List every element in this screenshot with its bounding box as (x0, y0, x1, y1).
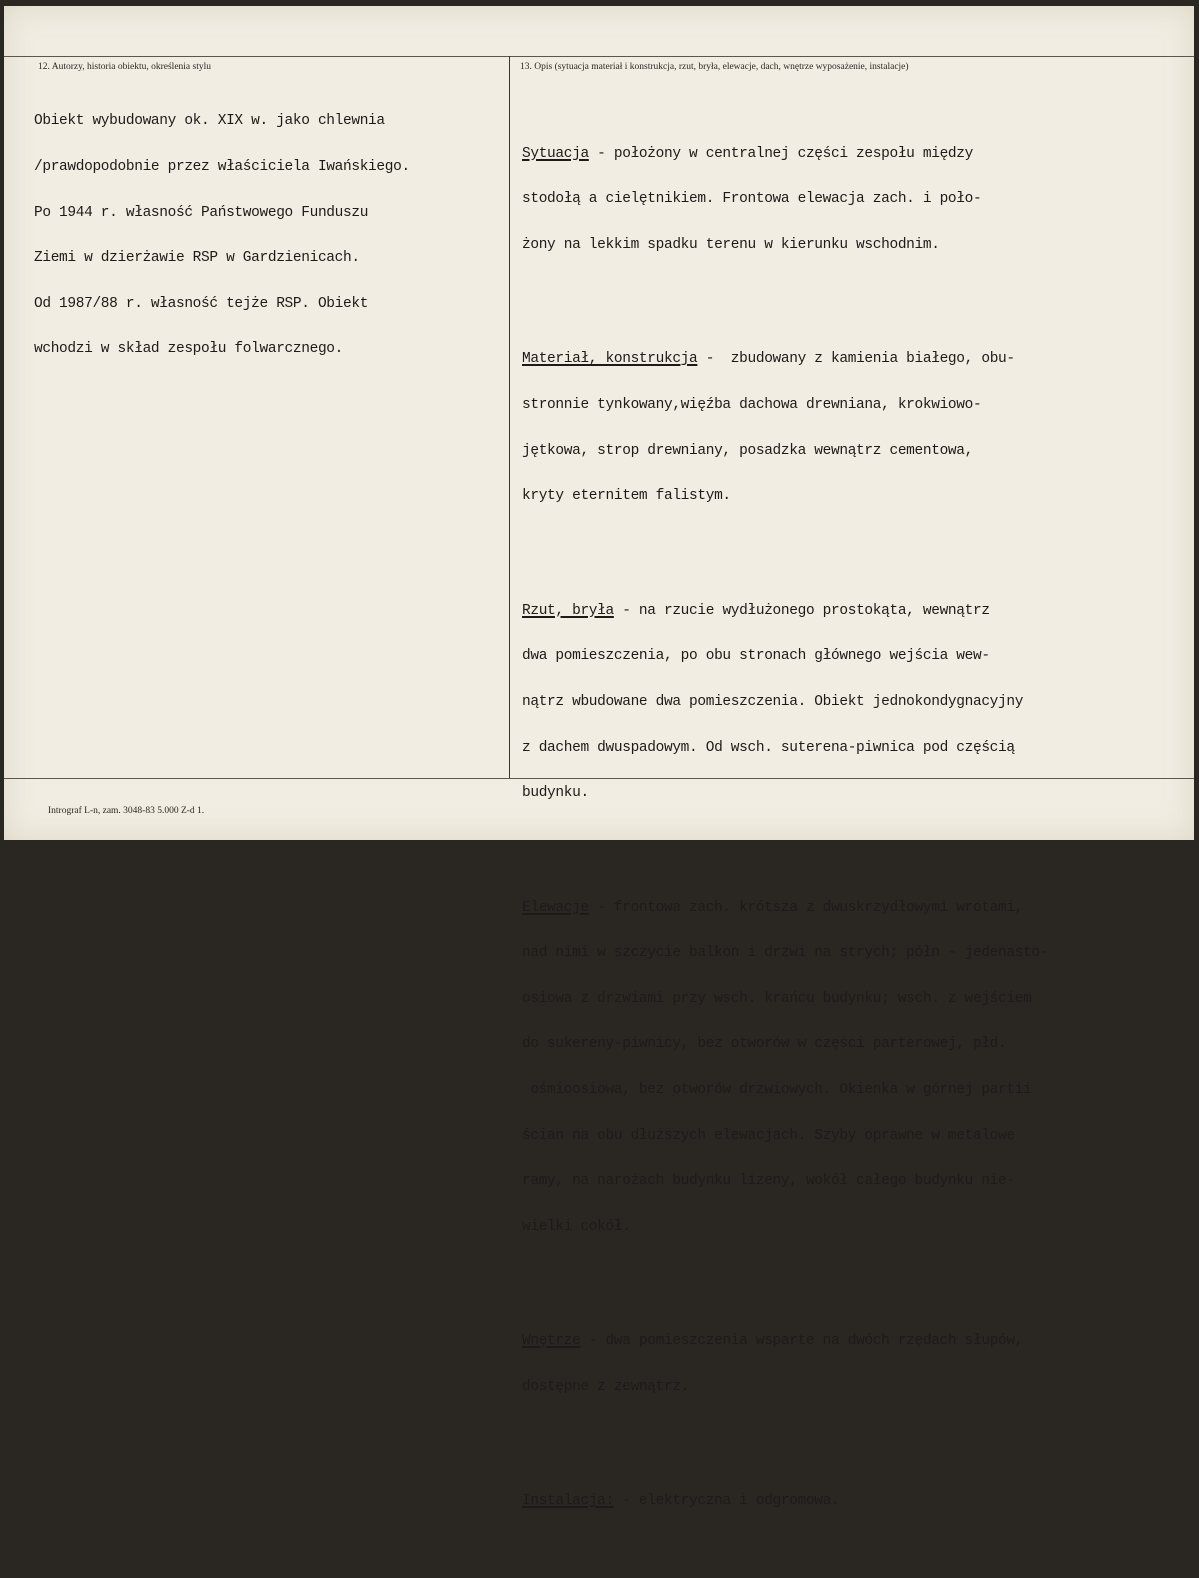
section-line: budynku. (522, 785, 589, 802)
section-line: z dachem dwuspadowym. Od wsch. suterena-piwnica pod częścią (522, 739, 1015, 756)
section-heading: Sytuacja (522, 145, 589, 162)
description-text (522, 86, 1048, 1578)
section-heading: Rzut, bryła (522, 602, 614, 619)
section-line: jętkowa, strop drewniany, posadzka wewnątrz cementowa, (522, 442, 973, 459)
history-line: Od 1987/88 r. własność tejże RSP. Obiekt (34, 295, 369, 312)
section-line: ośmioosiowa, bez otworów drzwiowych. Okienka w górnej partii (522, 1082, 1032, 1098)
section-line: - frontowa zach. krótsza z dwuskrzydłowymi wrotami, (588, 899, 1024, 916)
section-line: - położony w centralnej części zespołu między (588, 145, 973, 162)
section-line: nad nimi w szczycie balkon i drzwi na strych; półn - jedenasto- (522, 945, 1049, 962)
section-line: - dwa pomieszczenia wsparte na dwóch rzędach słupów, (580, 1333, 1024, 1350)
field-12-header: 12. Autorzy, historia obiektu, określenia stylu (38, 62, 211, 72)
section-line: dwa pomieszczenia, po obu stronach głównego wejścia wew- (522, 648, 990, 665)
section-line: wielki cokół. (522, 1218, 631, 1235)
section-line: - elektryczna i odgromowa. (613, 1493, 840, 1510)
column-divider (509, 56, 510, 778)
print-footer: Intrograf L-n, zam. 3048-83 5.000 Z-d 1. (48, 806, 205, 816)
section-heading: Instalacja: (522, 1493, 614, 1510)
document-sheet (4, 6, 1194, 1510)
history-line: Ziemi w dzierżawie RSP w Gardzienicach. (34, 250, 360, 267)
section-line: nątrz wbudowane dwa pomieszczenia. Obiekt jednokondygnacyjny (522, 693, 1024, 710)
section-line: osiowa z drzwiami przy wsch. krańcu budynku; wsch. z wejściem (522, 990, 1032, 1007)
section-situation (522, 116, 1048, 283)
section-line: dostępne z zewnątrz. (522, 1378, 690, 1395)
history-line: Obiekt wybudowany ok. XIX w. jako chlewnia (34, 113, 385, 130)
section-heading: Elewacje (522, 899, 589, 916)
section-line: - na rzucie wydłużonego prostokąta, wewnątrz (613, 602, 990, 619)
section-plan (522, 573, 1048, 831)
section-material (522, 322, 1048, 535)
section-line: stronnie tynkowany,więźba dachowa drewniana, krokwiowo- (522, 397, 982, 414)
section-line: do sukereny-piwnicy, bez otworów w części parterowej, płd. (522, 1036, 1007, 1053)
history-line: wchodzi w skład zespołu folwarcznego. (34, 341, 344, 358)
section-heading: Wnętrze (522, 1333, 581, 1350)
history-line: Po 1944 r. własność Państwowego Funduszu (34, 204, 369, 221)
section-line: ścian na obu dłuższych elewacjach. Szyby oprawne w metalowe (522, 1127, 1015, 1144)
section-line: ramy, na narożach budynku lizeny, wokół całego budynku nie- (522, 1173, 1015, 1190)
field-13-header: 13. Opis (sytuacja materiał i konstrukcja, rzut, bryła, elewacje, dach, wnętrze wyposażenie, instalacje) (520, 62, 909, 72)
section-interior (522, 1304, 1048, 1426)
section-line: stodołą a cielętnikiem. Frontowa elewacja zach. i poło- (522, 191, 982, 208)
history-text (34, 84, 410, 388)
top-rule (4, 56, 1194, 57)
section-elevations (522, 870, 1048, 1265)
section-line: kryty eternitem falistym. (522, 488, 731, 505)
section-line: żony na lekkim spadku terenu w kierunku wschodnim. (522, 237, 940, 254)
section-installations (522, 1464, 1048, 1540)
history-line: /prawdopodobnie przez właściciela Iwańskiego. (34, 159, 410, 176)
section-line: - zbudowany z kamienia białego, obu- (697, 351, 1015, 368)
section-heading: Materiał, konstrukcja (522, 351, 698, 368)
